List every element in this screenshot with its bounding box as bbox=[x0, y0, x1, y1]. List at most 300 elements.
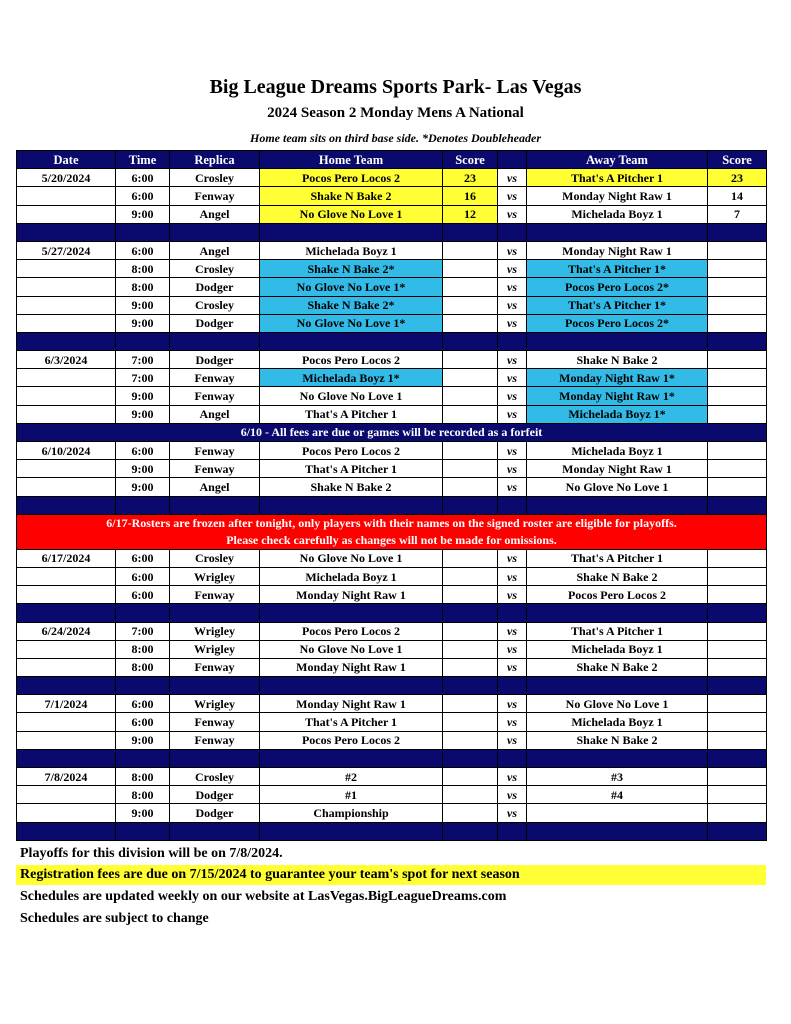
date-cell: 5/20/2024 bbox=[17, 169, 116, 187]
field-cell: Angel bbox=[170, 405, 260, 423]
vs-cell: vs bbox=[498, 205, 527, 223]
time-cell: 9:00 bbox=[116, 478, 170, 496]
field-cell: Crosley bbox=[170, 169, 260, 187]
divider-cell bbox=[260, 604, 443, 622]
away-score-cell bbox=[708, 314, 767, 332]
divider-cell bbox=[527, 677, 708, 695]
divider-cell bbox=[116, 604, 170, 622]
vs-cell: vs bbox=[498, 460, 527, 478]
divider-cell bbox=[260, 496, 443, 514]
divider-cell bbox=[443, 822, 498, 840]
vs-cell: vs bbox=[498, 314, 527, 332]
home-score-cell bbox=[443, 460, 498, 478]
away-team-cell: Michelada Boyz 1 bbox=[527, 442, 708, 460]
date-cell bbox=[17, 387, 116, 405]
away-score-cell bbox=[708, 695, 767, 713]
time-cell: 6:00 bbox=[116, 187, 170, 205]
home-score-cell bbox=[443, 442, 498, 460]
home-team-cell: Shake N Bake 2 bbox=[260, 187, 443, 205]
away-score-cell bbox=[708, 658, 767, 676]
away-score-cell bbox=[708, 460, 767, 478]
date-cell: 6/10/2024 bbox=[17, 442, 116, 460]
home-team-cell: No Glove No Love 1 bbox=[260, 387, 443, 405]
divider-cell bbox=[170, 332, 260, 350]
field-cell: Fenway bbox=[170, 460, 260, 478]
date-cell: 6/24/2024 bbox=[17, 622, 116, 640]
away-team-cell: That's A Pitcher 1 bbox=[527, 169, 708, 187]
away-team-cell: No Glove No Love 1 bbox=[527, 695, 708, 713]
away-score-cell: 7 bbox=[708, 205, 767, 223]
date-cell bbox=[17, 804, 116, 822]
game-row bbox=[17, 567, 767, 585]
date-cell: 7/8/2024 bbox=[17, 768, 116, 786]
time-cell: 6:00 bbox=[116, 549, 170, 567]
home-team-cell: Shake N Bake 2 bbox=[260, 478, 443, 496]
date-cell bbox=[17, 658, 116, 676]
vs-cell: vs bbox=[498, 658, 527, 676]
field-cell: Angel bbox=[170, 478, 260, 496]
vs-cell: vs bbox=[498, 549, 527, 567]
time-cell: 8:00 bbox=[116, 260, 170, 278]
away-score-cell bbox=[708, 442, 767, 460]
game-row bbox=[17, 296, 767, 314]
divider-cell bbox=[708, 332, 767, 350]
home-score-cell bbox=[443, 786, 498, 804]
column-header: Date bbox=[17, 151, 116, 169]
divider-cell bbox=[443, 496, 498, 514]
away-score-cell bbox=[708, 241, 767, 259]
away-team-cell: Pocos Pero Locos 2* bbox=[527, 278, 708, 296]
divider-cell bbox=[170, 677, 260, 695]
divider-cell bbox=[498, 223, 527, 241]
date-cell bbox=[17, 296, 116, 314]
home-score-cell bbox=[443, 695, 498, 713]
vs-cell: vs bbox=[498, 405, 527, 423]
away-score-cell bbox=[708, 640, 767, 658]
game-row bbox=[17, 786, 767, 804]
game-row bbox=[17, 442, 767, 460]
away-team-cell: That's A Pitcher 1* bbox=[527, 260, 708, 278]
divider-cell bbox=[443, 604, 498, 622]
divider-cell bbox=[708, 749, 767, 767]
date-cell bbox=[17, 369, 116, 387]
field-cell: Wrigley bbox=[170, 622, 260, 640]
game-row bbox=[17, 695, 767, 713]
divider-cell bbox=[527, 223, 708, 241]
time-cell: 6:00 bbox=[116, 169, 170, 187]
home-team-cell: Shake N Bake 2* bbox=[260, 296, 443, 314]
date-cell bbox=[17, 460, 116, 478]
page-title: Big League Dreams Sports Park- Las Vegas bbox=[209, 76, 582, 98]
home-score-cell bbox=[443, 241, 498, 259]
divider-cell bbox=[443, 677, 498, 695]
divider-cell bbox=[116, 496, 170, 514]
away-score-cell bbox=[708, 478, 767, 496]
home-score-cell bbox=[443, 567, 498, 585]
away-team-cell: Monday Night Raw 1 bbox=[527, 460, 708, 478]
away-score-cell bbox=[708, 369, 767, 387]
home-score-cell bbox=[443, 622, 498, 640]
divider-cell bbox=[17, 749, 116, 767]
field-cell: Fenway bbox=[170, 731, 260, 749]
game-row bbox=[17, 405, 767, 423]
divider-cell bbox=[260, 677, 443, 695]
divider-cell bbox=[527, 604, 708, 622]
home-score-cell bbox=[443, 478, 498, 496]
away-score-cell bbox=[708, 387, 767, 405]
field-cell: Dodger bbox=[170, 804, 260, 822]
schedule-table bbox=[16, 150, 767, 841]
field-cell: Crosley bbox=[170, 260, 260, 278]
away-score-cell bbox=[708, 768, 767, 786]
away-team-cell: Michelada Boyz 1 bbox=[527, 205, 708, 223]
home-score-cell bbox=[443, 549, 498, 567]
divider-cell bbox=[17, 496, 116, 514]
field-cell: Fenway bbox=[170, 658, 260, 676]
home-score-cell bbox=[443, 804, 498, 822]
time-cell: 6:00 bbox=[116, 586, 170, 604]
divider-cell bbox=[708, 604, 767, 622]
home-team-cell: Pocos Pero Locos 2 bbox=[260, 731, 443, 749]
date-cell: 6/3/2024 bbox=[17, 351, 116, 369]
field-cell: Wrigley bbox=[170, 695, 260, 713]
away-score-cell: 14 bbox=[708, 187, 767, 205]
field-cell: Crosley bbox=[170, 768, 260, 786]
time-cell: 7:00 bbox=[116, 351, 170, 369]
divider-cell bbox=[498, 496, 527, 514]
home-team-cell: Michelada Boyz 1* bbox=[260, 369, 443, 387]
away-team-cell: Monday Night Raw 1 bbox=[527, 187, 708, 205]
date-cell bbox=[17, 478, 116, 496]
away-team-cell: Michelada Boyz 1 bbox=[527, 640, 708, 658]
date-cell bbox=[17, 567, 116, 585]
away-team-cell: Monday Night Raw 1 bbox=[527, 241, 708, 259]
section-divider-row bbox=[17, 496, 767, 514]
divider-cell bbox=[17, 677, 116, 695]
field-cell: Dodger bbox=[170, 351, 260, 369]
divider-cell bbox=[443, 749, 498, 767]
divider-cell bbox=[498, 604, 527, 622]
page-subtitle: 2024 Season 2 Monday Mens A National bbox=[267, 105, 524, 121]
vs-cell: vs bbox=[498, 169, 527, 187]
roster-alert bbox=[17, 514, 767, 549]
date-cell bbox=[17, 786, 116, 804]
date-cell bbox=[17, 260, 116, 278]
away-score-cell bbox=[708, 549, 767, 567]
home-score-cell bbox=[443, 278, 498, 296]
away-team-cell: Pocos Pero Locos 2 bbox=[527, 586, 708, 604]
divider-cell bbox=[17, 604, 116, 622]
vs-cell: vs bbox=[498, 731, 527, 749]
vs-cell: vs bbox=[498, 622, 527, 640]
home-score-cell bbox=[443, 586, 498, 604]
divider-cell bbox=[527, 496, 708, 514]
game-row bbox=[17, 351, 767, 369]
time-cell: 7:00 bbox=[116, 622, 170, 640]
roster-alert-line: 6/17-Rosters are frozen after tonight, only players with their names on the signed roster are eligible for playoffs. bbox=[106, 515, 677, 530]
vs-cell: vs bbox=[498, 786, 527, 804]
game-row bbox=[17, 369, 767, 387]
field-cell: Fenway bbox=[170, 187, 260, 205]
divider-cell bbox=[17, 223, 116, 241]
home-score-cell: 16 bbox=[443, 187, 498, 205]
time-cell: 8:00 bbox=[116, 786, 170, 804]
home-team-cell: Pocos Pero Locos 2 bbox=[260, 169, 443, 187]
time-cell: 6:00 bbox=[116, 442, 170, 460]
vs-cell: vs bbox=[498, 387, 527, 405]
divider-cell bbox=[708, 822, 767, 840]
vs-cell: vs bbox=[498, 640, 527, 658]
time-cell: 6:00 bbox=[116, 241, 170, 259]
divider-cell bbox=[443, 223, 498, 241]
vs-cell: vs bbox=[498, 586, 527, 604]
field-cell: Dodger bbox=[170, 278, 260, 296]
divider-cell bbox=[708, 223, 767, 241]
home-team-cell: #2 bbox=[260, 768, 443, 786]
time-cell: 8:00 bbox=[116, 278, 170, 296]
home-team-cell: Michelada Boyz 1 bbox=[260, 567, 443, 585]
time-cell: 8:00 bbox=[116, 658, 170, 676]
table-header-row bbox=[17, 151, 767, 169]
away-score-cell bbox=[708, 351, 767, 369]
game-row bbox=[17, 169, 767, 187]
home-team-cell: #1 bbox=[260, 786, 443, 804]
section-divider-row bbox=[17, 822, 767, 840]
divider-cell bbox=[498, 822, 527, 840]
away-team-cell: #3 bbox=[527, 768, 708, 786]
field-cell: Angel bbox=[170, 241, 260, 259]
column-header bbox=[498, 151, 527, 169]
away-team-cell: That's A Pitcher 1* bbox=[527, 296, 708, 314]
section-divider-row bbox=[17, 223, 767, 241]
section-divider-row bbox=[17, 604, 767, 622]
time-cell: 8:00 bbox=[116, 768, 170, 786]
home-score-cell bbox=[443, 658, 498, 676]
home-team-cell: Monday Night Raw 1 bbox=[260, 586, 443, 604]
away-score-cell bbox=[708, 296, 767, 314]
column-header: Score bbox=[443, 151, 498, 169]
field-cell: Fenway bbox=[170, 442, 260, 460]
field-cell: Dodger bbox=[170, 786, 260, 804]
date-cell bbox=[17, 731, 116, 749]
roster-alert-row bbox=[17, 514, 767, 549]
game-row bbox=[17, 731, 767, 749]
date-cell bbox=[17, 314, 116, 332]
home-team-cell: Shake N Bake 2* bbox=[260, 260, 443, 278]
home-score-cell bbox=[443, 713, 498, 731]
website-note: Schedules are updated weekly on our website at LasVegas.BigLeagueDreams.com bbox=[20, 889, 507, 904]
away-team-cell: Monday Night Raw 1* bbox=[527, 387, 708, 405]
game-row bbox=[17, 314, 767, 332]
home-team-cell: Pocos Pero Locos 2 bbox=[260, 351, 443, 369]
divider-cell bbox=[17, 822, 116, 840]
divider-cell bbox=[116, 223, 170, 241]
vs-cell: vs bbox=[498, 241, 527, 259]
home-team-cell: Championship bbox=[260, 804, 443, 822]
away-score-cell: 23 bbox=[708, 169, 767, 187]
playoffs-note: Playoffs for this division will be on 7/8/2024. bbox=[20, 846, 283, 861]
vs-cell: vs bbox=[498, 695, 527, 713]
time-cell: 9:00 bbox=[116, 460, 170, 478]
divider-cell bbox=[170, 223, 260, 241]
game-row bbox=[17, 387, 767, 405]
away-team-cell: Michelada Boyz 1* bbox=[527, 405, 708, 423]
divider-cell bbox=[708, 496, 767, 514]
field-cell: Fenway bbox=[170, 387, 260, 405]
field-cell: Dodger bbox=[170, 314, 260, 332]
away-score-cell bbox=[708, 713, 767, 731]
home-score-cell: 23 bbox=[443, 169, 498, 187]
away-team-cell: Michelada Boyz 1 bbox=[527, 713, 708, 731]
vs-cell: vs bbox=[498, 713, 527, 731]
field-cell: Crosley bbox=[170, 296, 260, 314]
home-team-cell: No Glove No Love 1 bbox=[260, 549, 443, 567]
time-cell: 9:00 bbox=[116, 296, 170, 314]
vs-cell: vs bbox=[498, 369, 527, 387]
divider-cell bbox=[260, 223, 443, 241]
divider-cell bbox=[708, 677, 767, 695]
field-cell: Fenway bbox=[170, 586, 260, 604]
vs-cell: vs bbox=[498, 442, 527, 460]
away-team-cell: #4 bbox=[527, 786, 708, 804]
game-row bbox=[17, 622, 767, 640]
vs-cell: vs bbox=[498, 278, 527, 296]
divider-cell bbox=[17, 332, 116, 350]
game-row bbox=[17, 460, 767, 478]
time-cell: 9:00 bbox=[116, 405, 170, 423]
date-cell: 5/27/2024 bbox=[17, 241, 116, 259]
away-team-cell: That's A Pitcher 1 bbox=[527, 549, 708, 567]
away-team-cell: Shake N Bake 2 bbox=[527, 731, 708, 749]
field-cell: Fenway bbox=[170, 369, 260, 387]
time-cell: 9:00 bbox=[116, 205, 170, 223]
date-cell bbox=[17, 713, 116, 731]
home-team-cell: No Glove No Love 1* bbox=[260, 314, 443, 332]
divider-cell bbox=[116, 677, 170, 695]
vs-cell: vs bbox=[498, 351, 527, 369]
section-divider-row bbox=[17, 749, 767, 767]
away-team-cell: That's A Pitcher 1 bbox=[527, 622, 708, 640]
home-score-cell bbox=[443, 640, 498, 658]
game-row bbox=[17, 278, 767, 296]
home-score-cell bbox=[443, 296, 498, 314]
divider-cell bbox=[170, 749, 260, 767]
home-team-cell: Michelada Boyz 1 bbox=[260, 241, 443, 259]
divider-cell bbox=[170, 604, 260, 622]
game-row bbox=[17, 658, 767, 676]
divider-cell bbox=[116, 332, 170, 350]
column-header: Time bbox=[116, 151, 170, 169]
game-row bbox=[17, 205, 767, 223]
time-cell: 9:00 bbox=[116, 804, 170, 822]
home-team-cell: Pocos Pero Locos 2 bbox=[260, 622, 443, 640]
divider-cell bbox=[527, 749, 708, 767]
vs-cell: vs bbox=[498, 567, 527, 585]
away-score-cell bbox=[708, 731, 767, 749]
date-cell bbox=[17, 205, 116, 223]
home-team-cell: Monday Night Raw 1 bbox=[260, 695, 443, 713]
column-header: Score bbox=[708, 151, 767, 169]
vs-cell: vs bbox=[498, 478, 527, 496]
away-team-cell: Shake N Bake 2 bbox=[527, 567, 708, 585]
divider-cell bbox=[170, 822, 260, 840]
disclaimer-note: Schedules are subject to change bbox=[20, 911, 209, 926]
field-cell: Angel bbox=[170, 205, 260, 223]
away-score-cell bbox=[708, 586, 767, 604]
fee-notice: 6/10 - All fees are due or games will be recorded as a forfeit bbox=[17, 423, 767, 441]
home-team-cell: Pocos Pero Locos 2 bbox=[260, 442, 443, 460]
game-row bbox=[17, 549, 767, 567]
home-team-cell: That's A Pitcher 1 bbox=[260, 460, 443, 478]
fee-notice-row bbox=[17, 423, 767, 441]
home-score-cell bbox=[443, 260, 498, 278]
game-row bbox=[17, 768, 767, 786]
column-header: Replica bbox=[170, 151, 260, 169]
section-divider-row bbox=[17, 332, 767, 350]
field-cell: Wrigley bbox=[170, 640, 260, 658]
vs-cell: vs bbox=[498, 296, 527, 314]
away-score-cell bbox=[708, 804, 767, 822]
game-row bbox=[17, 478, 767, 496]
home-score-cell bbox=[443, 731, 498, 749]
divider-cell bbox=[116, 749, 170, 767]
away-score-cell bbox=[708, 260, 767, 278]
game-row bbox=[17, 713, 767, 731]
date-cell: 7/1/2024 bbox=[17, 695, 116, 713]
vs-cell: vs bbox=[498, 187, 527, 205]
divider-cell bbox=[498, 332, 527, 350]
game-row bbox=[17, 241, 767, 259]
divider-cell bbox=[527, 332, 708, 350]
home-score-cell bbox=[443, 314, 498, 332]
divider-cell bbox=[498, 677, 527, 695]
roster-alert-line: Please check carefully as changes will not be made for omissions. bbox=[226, 532, 557, 547]
field-cell: Crosley bbox=[170, 549, 260, 567]
time-cell: 7:00 bbox=[116, 369, 170, 387]
away-team-cell: Shake N Bake 2 bbox=[527, 658, 708, 676]
divider-cell bbox=[260, 822, 443, 840]
divider-cell bbox=[527, 822, 708, 840]
field-cell: Wrigley bbox=[170, 567, 260, 585]
divider-cell bbox=[443, 332, 498, 350]
time-cell: 6:00 bbox=[116, 713, 170, 731]
game-row bbox=[17, 187, 767, 205]
away-team-cell bbox=[527, 804, 708, 822]
date-cell bbox=[17, 586, 116, 604]
game-row bbox=[17, 260, 767, 278]
divider-cell bbox=[260, 332, 443, 350]
away-team-cell: Pocos Pero Locos 2* bbox=[527, 314, 708, 332]
vs-cell: vs bbox=[498, 768, 527, 786]
game-row bbox=[17, 640, 767, 658]
time-cell: 9:00 bbox=[116, 731, 170, 749]
game-row bbox=[17, 804, 767, 822]
time-cell: 9:00 bbox=[116, 314, 170, 332]
vs-cell: vs bbox=[498, 804, 527, 822]
away-score-cell bbox=[708, 567, 767, 585]
away-team-cell: Shake N Bake 2 bbox=[527, 351, 708, 369]
date-cell: 6/17/2024 bbox=[17, 549, 116, 567]
vs-cell: vs bbox=[498, 260, 527, 278]
schedule-note: Home team sits on third base side. *Denotes Doubleheader bbox=[250, 131, 541, 145]
date-cell bbox=[17, 187, 116, 205]
home-team-cell: That's A Pitcher 1 bbox=[260, 713, 443, 731]
registration-note: Registration fees are due on 7/15/2024 to guarantee your team's spot for next season bbox=[16, 865, 766, 885]
column-header: Away Team bbox=[527, 151, 708, 169]
away-score-cell bbox=[708, 622, 767, 640]
time-cell: 9:00 bbox=[116, 387, 170, 405]
home-score-cell: 12 bbox=[443, 205, 498, 223]
